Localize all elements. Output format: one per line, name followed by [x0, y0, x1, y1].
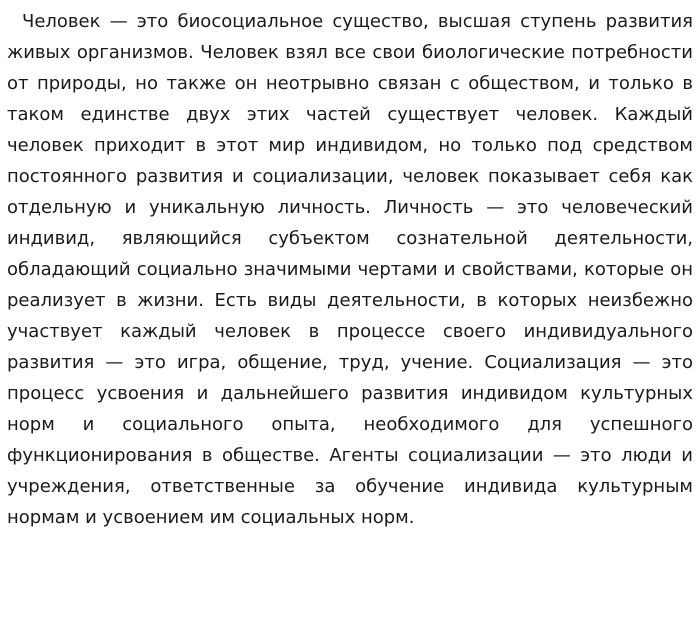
text-paragraph: Человек — это биосоциальное существо, высшая ступень развития живых организмов. Человек взял все свои биологические потребности от природы, но также он неотрывно связан с обществом, и только в таком единстве двух этих частей существует человек. Каждый человек приходит в этот мир индивидом, но только под средством постоянного развития и социализации, человек показывает себя как отдельную и уникальную личность. Личность — это человеческий индивид, являющийся субъектом сознательной деятельности, обладающий социально значимыми чертами и свойствами, которые он реализует в жизни. Есть виды деятельности, в которых неизбежно участвует каждый человек в процессе своего индивидуального развития — это игра, общение, труд, учение. Социализация — это процесс усвоения и дальнейшего развития индивидом культурных норм и социального опыта, необходимого для успешного функционирования в обществе. Агенты социализации — это люди и учреждения, ответственные за обучение индивида культурным нормам и усвоением им социальных норм. [7, 11, 693, 528]
document-body [7, 6, 693, 533]
